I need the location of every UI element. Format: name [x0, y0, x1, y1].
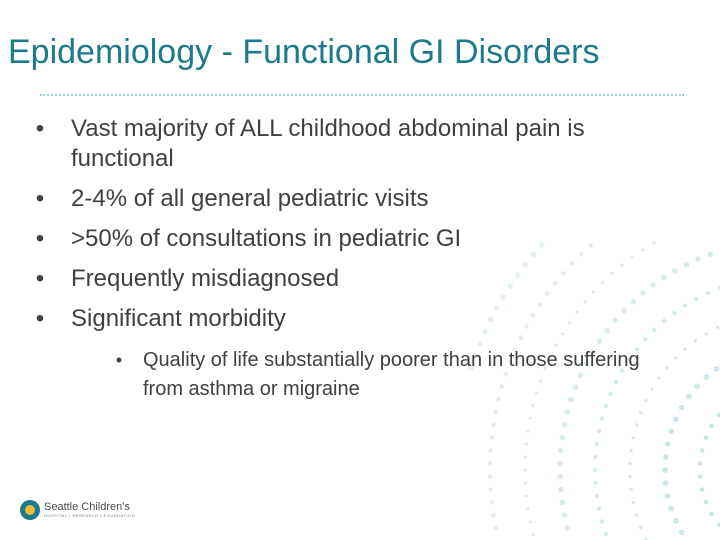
decoration-dot [717, 413, 720, 417]
decoration-dot [662, 467, 668, 473]
logo-text [44, 501, 135, 519]
decoration-dot [632, 436, 635, 439]
decoration-dot [595, 494, 599, 498]
decoration-dot [630, 488, 633, 491]
decoration-dot [700, 487, 704, 491]
bullet-text: 2-4% of all general pediatric visits [71, 185, 429, 212]
decoration-dot [665, 441, 671, 447]
decoration-dot [700, 448, 704, 452]
decoration-dot [488, 461, 492, 465]
sub-bullet-text: Quality of life substantially poorer than in those suffering from asthma or migraine [143, 349, 640, 400]
decoration-dot [488, 448, 492, 452]
decoration-dot [629, 475, 632, 478]
decoration-dot [629, 462, 632, 465]
bullet-item [30, 304, 690, 404]
decoration-dot [529, 520, 532, 523]
decoration-dot [705, 332, 708, 335]
decoration-dot [694, 297, 698, 301]
bullet-text: Significant morbidity [71, 305, 286, 332]
bullet-text: Frequently misdiagnosed [71, 265, 340, 292]
slide-title: Epidemiology - Functional GI Disorders [8, 33, 600, 71]
decoration-dot [639, 526, 642, 529]
decoration-dot [704, 436, 708, 440]
decoration-dot [679, 530, 685, 536]
logo-mark-icon [20, 500, 40, 520]
decoration-dot [558, 448, 564, 454]
bullet-item [30, 114, 690, 174]
title-divider [40, 94, 684, 96]
decoration-dot [704, 374, 710, 380]
decoration-dot [698, 461, 702, 465]
decoration-dot [491, 513, 495, 517]
decoration-dot [558, 487, 564, 493]
decoration-dot [488, 487, 492, 491]
decoration-dot [524, 481, 527, 484]
bullet-icon: • [35, 265, 45, 292]
decoration-dot [668, 429, 674, 435]
decoration-dot [600, 519, 604, 523]
decoration-dot [600, 416, 604, 420]
decoration-dot [695, 256, 701, 262]
decoration-dot [597, 429, 601, 433]
decoration-dot [663, 480, 669, 486]
decoration-dot [704, 500, 708, 504]
decoration-dot [604, 532, 608, 536]
decoration-dot [663, 454, 669, 460]
bullet-list [30, 114, 690, 414]
bullet-item [30, 224, 690, 254]
decoration-dot [525, 442, 528, 445]
logo-subtitle: HOSPITAL • RESEARCH • FOUNDATION [44, 513, 135, 518]
decoration-dot [593, 481, 597, 485]
decoration-dot [491, 423, 495, 427]
decoration-dot [526, 430, 529, 433]
decoration-dot [709, 424, 713, 428]
seattle-childrens-logo [20, 500, 135, 520]
bullet-item [30, 264, 690, 294]
decoration-dot [531, 533, 534, 536]
decoration-dot [562, 422, 568, 428]
decoration-dot [557, 461, 563, 467]
bullet-text: >50% of consultations in pediatric GI [71, 225, 462, 252]
decoration-dot [595, 442, 599, 446]
decoration-dot [597, 507, 601, 511]
decoration-dot [630, 449, 633, 452]
bullet-icon: • [35, 225, 45, 252]
decoration-dot [709, 512, 713, 516]
decoration-dot [593, 468, 597, 472]
decoration-dot [698, 474, 702, 478]
decoration-dot [708, 251, 714, 257]
decoration-dot [632, 501, 635, 504]
decoration-dot [706, 291, 710, 295]
decoration-dot [635, 423, 638, 426]
decoration-dot [635, 514, 638, 517]
decoration-dot [557, 474, 563, 480]
bullet-item [30, 184, 690, 214]
decoration-dot [668, 506, 674, 512]
decoration-dot [714, 366, 720, 372]
decoration-dot [560, 500, 566, 506]
logo-name: Seattle Children's [44, 501, 130, 513]
decoration-dot [525, 494, 528, 497]
decoration-dot [716, 326, 719, 329]
decoration-dot [694, 384, 700, 390]
decoration-dot [673, 416, 679, 422]
bullet-text: Vast majority of ALL childhood abdominal pain is functional [71, 115, 585, 172]
decoration-dot [529, 417, 532, 420]
decoration-dot [694, 339, 697, 342]
decoration-dot [562, 513, 568, 519]
decoration-dot [526, 507, 529, 510]
decoration-dot [593, 455, 597, 459]
bullet-icon: • [35, 185, 45, 212]
decoration-dot [488, 474, 492, 478]
bullet-icon: • [35, 115, 45, 142]
decoration-dot [523, 468, 526, 471]
bullet-icon: • [35, 305, 45, 332]
decoration-dot [565, 525, 571, 531]
decoration-dot [673, 518, 679, 524]
sub-bullet-item [111, 346, 683, 404]
sub-bullet-icon: • [115, 350, 123, 370]
decoration-dot [665, 493, 671, 499]
decoration-dot [490, 435, 494, 439]
decoration-dot [524, 455, 527, 458]
decoration-dot [717, 523, 720, 527]
decoration-dot [560, 435, 566, 441]
decoration-dot [490, 500, 494, 504]
decoration-dot [494, 526, 498, 530]
